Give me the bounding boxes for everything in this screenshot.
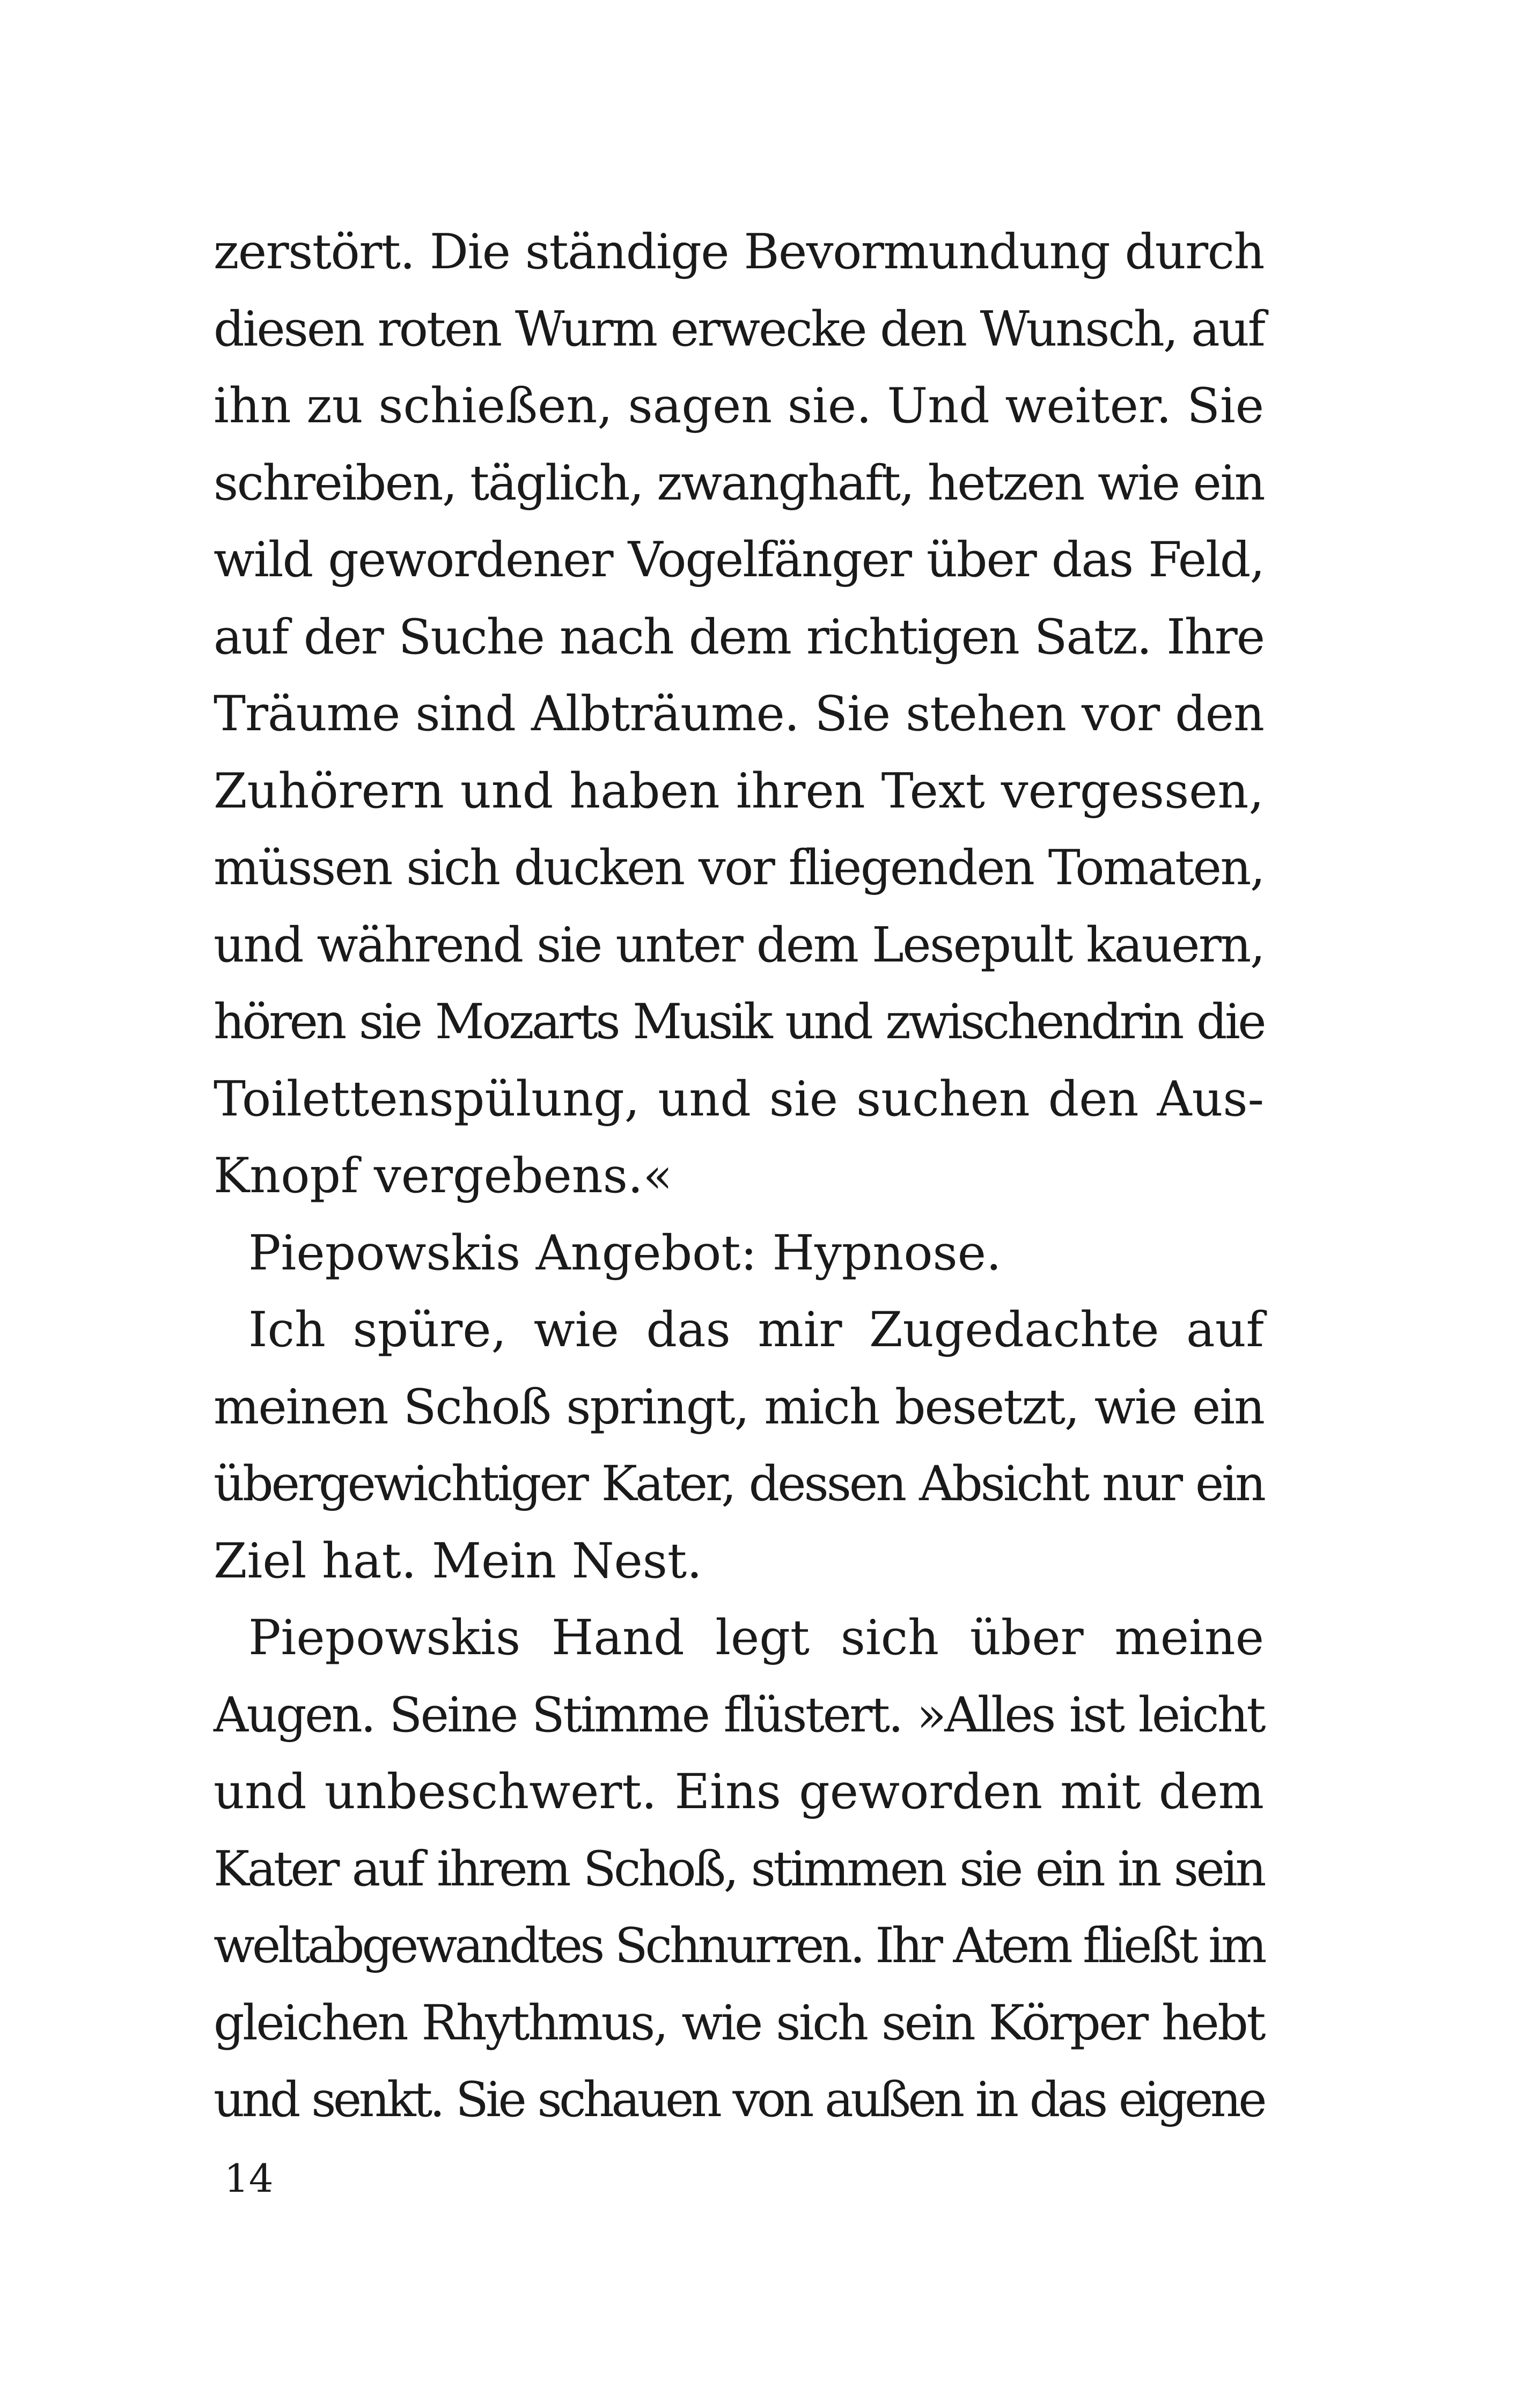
text-line: Ich spüre, wie das mir Zugedachte auf: [248, 1302, 1264, 1358]
text-line: müssen sich ducken vor fliegenden Tomaten,: [214, 840, 1264, 896]
text-line: gleichen Rhythmus, wie sich sein Körper hebt: [214, 1994, 1264, 2051]
text-line: Zuhörern und haben ihren Text vergessen,: [214, 762, 1264, 819]
text-line: Knopf vergebens.«: [214, 1148, 673, 1204]
text-line: auf der Suche nach dem richtigen Satz. Ihre: [214, 608, 1264, 665]
text-line: hören sie Mozarts Musik und zwischendrin die: [214, 994, 1264, 1050]
text-line: Kater auf ihrem Schoß, stimmen sie ein in sein: [214, 1840, 1264, 1897]
text-line: wild gewordener Vogelfänger über das Feld,: [214, 532, 1264, 588]
text-line: übergewichtiger Kater, dessen Absicht nur ein: [214, 1456, 1264, 1512]
text-line: ihn zu schießen, sagen sie. Und weiter. Sie: [214, 378, 1264, 434]
text-line: schreiben, täglich, zwanghaft, hetzen wie ein: [214, 454, 1265, 511]
page-number: 14: [224, 2156, 274, 2201]
text-line: zerstört. Die ständige Bevormundung durch: [214, 224, 1264, 280]
text-line: und unbeschwert. Eins geworden mit dem: [214, 1764, 1264, 1820]
text-line: meinen Schoß springt, mich besetzt, wie ein: [214, 1378, 1264, 1435]
text-line: und senkt. Sie schauen von außen in das eigene: [214, 2072, 1264, 2128]
body-text: [214, 214, 1264, 2139]
text-line: Toilettenspülung, und sie suchen den Aus-: [214, 1070, 1264, 1127]
text-line: und während sie unter dem Lesepult kauern,: [214, 916, 1264, 973]
text-line: weltabgewandtes Schnurren. Ihr Atem fließt im: [214, 1918, 1265, 1974]
text-line: Piepowskis Angebot: Hypnose.: [248, 1224, 1002, 1281]
text-line: diesen roten Wurm erwecke den Wunsch, auf: [214, 300, 1264, 357]
text-line: Träume sind Albträume. Sie stehen vor den: [214, 686, 1264, 742]
text-line: Piepowskis Hand legt sich über meine: [248, 1610, 1264, 1666]
text-line: Augen. Seine Stimme flüstert. »Alles ist leicht: [214, 1686, 1264, 1743]
text-line: Ziel hat. Mein Nest.: [214, 1532, 702, 1589]
